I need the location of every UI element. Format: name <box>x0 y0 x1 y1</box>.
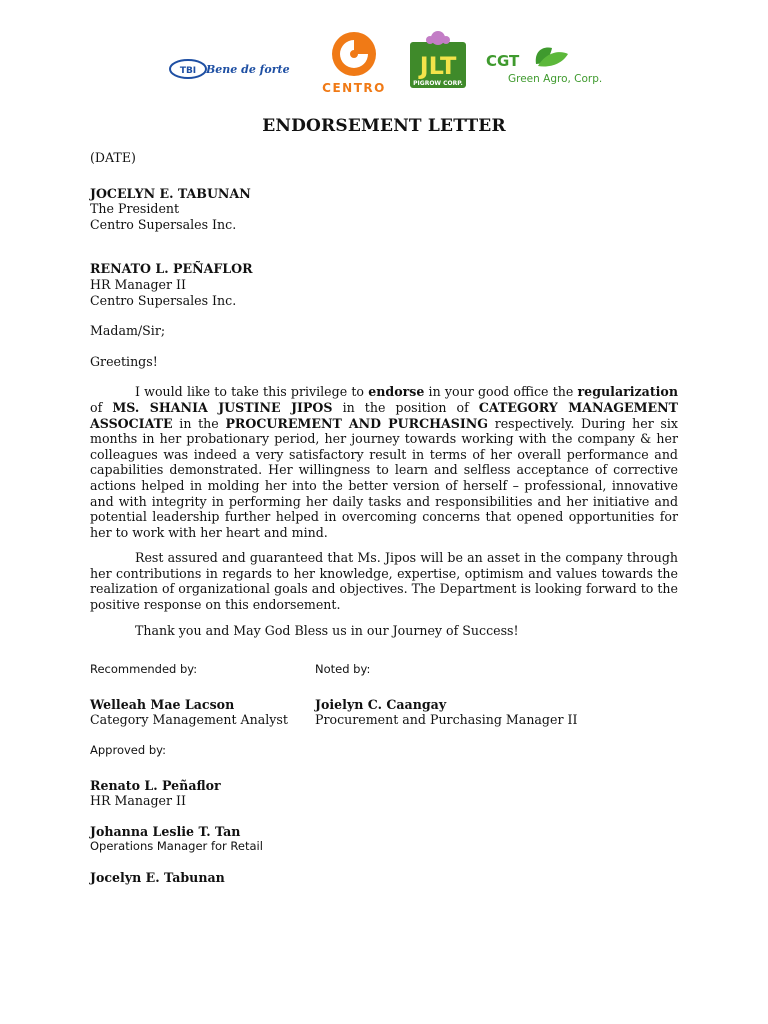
approver-1 <box>90 778 678 809</box>
approver-2 <box>90 824 678 855</box>
approved-by-label: Approved by: <box>90 743 166 758</box>
letter-body <box>90 150 678 886</box>
centro-logo <box>318 30 390 96</box>
bene-badge: TBI <box>179 66 197 76</box>
bene-text: Bene de forte <box>206 63 290 76</box>
signature-names-row <box>90 697 678 713</box>
emphasis-endorse: endorse <box>368 384 425 400</box>
department-name: PROCUREMENT AND PURCHASING <box>225 415 489 431</box>
recipient-2 <box>90 261 678 308</box>
recommended-name: Welleah Mae Lacson <box>90 696 235 712</box>
approver-3-name: Jocelyn E. Tabunan <box>90 870 225 885</box>
noted-title: Procurement and Purchasing Manager II <box>315 712 578 728</box>
emphasis-regularization: regularization <box>577 384 678 400</box>
cgt-logo <box>484 44 604 88</box>
greeting: Greetings! <box>90 353 158 369</box>
centro-text: CENTRO <box>322 81 386 95</box>
position-name: CATEGORY MANAGEMENT ASSOCIATE <box>90 399 679 431</box>
jlt-subtext: PIGROW CORP. <box>413 80 463 87</box>
recipient-2-position: HR Manager II <box>90 276 186 292</box>
signature-titles-row <box>90 712 678 728</box>
recipient-1-company: Centro Supersales Inc. <box>90 216 237 232</box>
cgt-subtext: Green Agro, Corp. <box>508 73 603 85</box>
recipient-1-position: The President <box>90 201 180 217</box>
bene-de-forte-logo <box>168 54 290 84</box>
approver-2-name: Johanna Leslie T. Tan <box>90 823 241 839</box>
recipient-2-company: Centro Supersales Inc. <box>90 292 237 308</box>
body-paragraph-1: I would like to take this privilege to endorse in your good office the regularization of MS. SHANIA JUSTINE JIPOS in the position of CATEGORY MANAGEMENT ASSOCIATE in the PROCUREMENT AND PURCHASING respectively. During her six months in her probationary period, her journey towards working with the company & her colleagues was indeed a very satisfactory result in terms of her overall performance and capabilities demonstrated. Her willingness to learn and selfless acceptance of corrective actions helped in molding her into the better version of herself – professional, innovative and with integrity in performing her daily tasks and responsibilities and her initiative and potential leadership further helped in overcoming concerns that opened opportunities for her to work with her heart and mind. <box>90 384 679 540</box>
jlt-logo <box>406 30 470 92</box>
recommended-title: Category Management Analyst <box>90 712 288 728</box>
date-line: (DATE) <box>90 150 136 165</box>
closing-line: Thank you and May God Bless us in our Journey of Success! <box>135 622 519 638</box>
jlt-text: JLT <box>419 52 457 80</box>
signature-labels-row <box>90 662 678 678</box>
logo-bar <box>160 26 610 98</box>
body-paragraph-2: Rest assured and guaranteed that Ms. Jipos will be an asset in the company through her contributions in regards to her knowledge, expertise, optimism and values towards the realization of organizational goals and objectives. The Department is looking forward to the positive response on this endorsement. <box>90 550 678 613</box>
approver-1-title: HR Manager II <box>90 793 186 809</box>
salutation: Madam/Sir; <box>90 323 166 339</box>
noted-by-label: Noted by: <box>315 662 371 677</box>
approver-2-title: Operations Manager for Retail <box>90 839 263 854</box>
recipient-1-name: JOCELYN E. TABUNAN <box>90 185 251 201</box>
cgt-text: CGT <box>486 52 520 70</box>
recipient-1 <box>90 186 678 233</box>
recommended-by-label: Recommended by: <box>90 662 198 677</box>
letter-title: ENDORSEMENT LETTER <box>262 116 506 136</box>
approver-3 <box>90 870 678 886</box>
employee-name: MS. SHANIA JUSTINE JIPOS <box>112 399 333 415</box>
noted-name: Joielyn C. Caangay <box>315 696 447 712</box>
approver-1-name: Renato L. Peñaflor <box>90 777 221 793</box>
recipient-2-name: RENATO L. PEÑAFLOR <box>90 261 253 277</box>
